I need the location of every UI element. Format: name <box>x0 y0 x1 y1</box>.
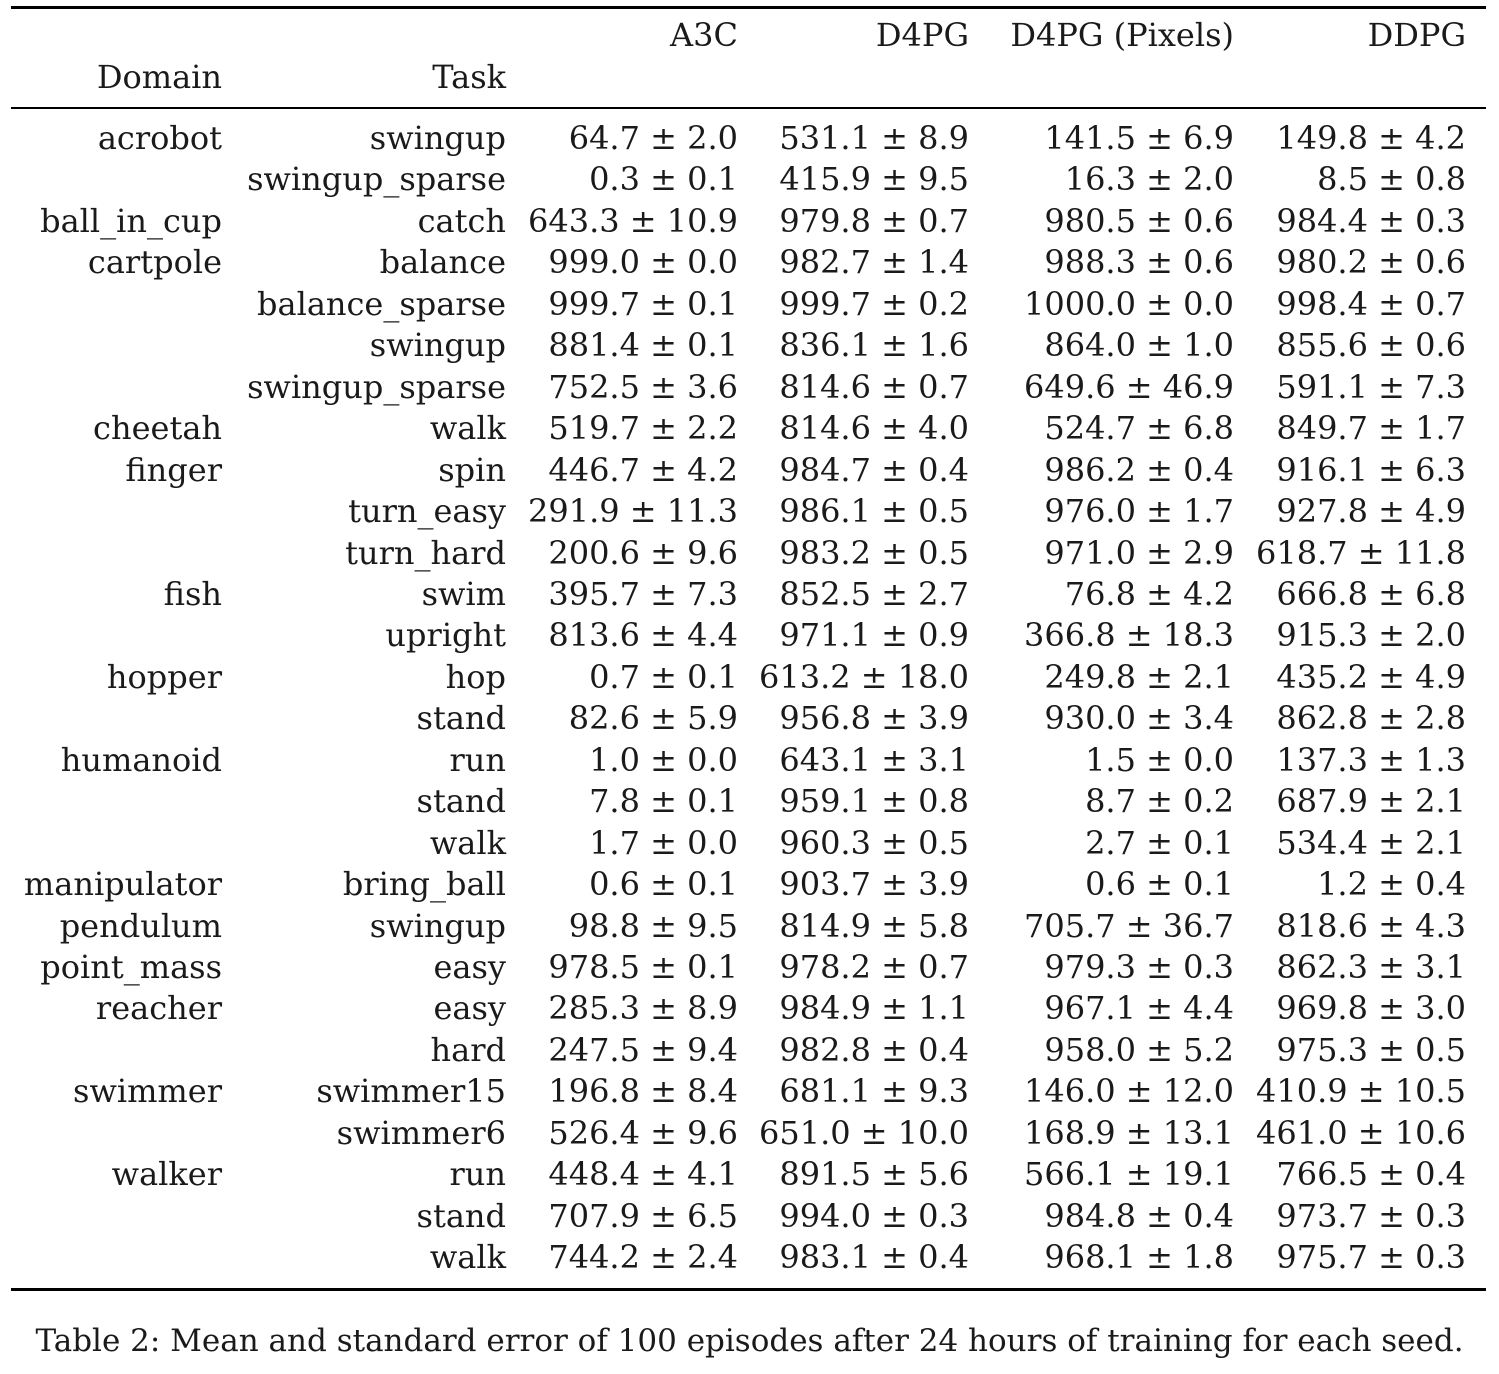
a3c-cell: 0.7 ± 0.1 <box>589 657 738 696</box>
domain-cell: point_mass <box>40 948 222 986</box>
table-row <box>0 324 1499 366</box>
d4pg-pixels-cell: 141.5 ± 6.9 <box>1044 119 1234 157</box>
domain-cell <box>0 697 222 739</box>
domain-cell <box>0 1195 222 1237</box>
domain-cell: finger <box>125 450 222 489</box>
table-row <box>0 822 1499 864</box>
d4pg-pixels-cell: 8.7 ± 0.2 <box>1085 782 1234 821</box>
table-row <box>0 1070 1499 1112</box>
table-row <box>0 780 1499 822</box>
table-row <box>0 905 1499 947</box>
table-row <box>0 1029 1499 1071</box>
task-cell: run <box>449 1155 506 1194</box>
d4pg-pixels-cell: 930.0 ± 3.4 <box>1044 699 1234 738</box>
task-cell: catch <box>417 201 506 240</box>
ddpg-cell: 862.3 ± 3.1 <box>1276 948 1466 986</box>
d4pg-cell: 852.5 ± 2.7 <box>779 574 969 613</box>
d4pg-cell: 982.8 ± 0.4 <box>779 1030 969 1069</box>
task-cell: swingup <box>369 906 506 945</box>
d4pg-cell: 979.8 ± 0.7 <box>779 201 969 240</box>
d4pg-pixels-cell: 168.9 ± 13.1 <box>1023 1113 1234 1152</box>
d4pg-cell: 984.9 ± 1.1 <box>779 989 969 1028</box>
header-task: Task <box>432 58 506 96</box>
header-d4pg: D4PG <box>875 16 969 54</box>
a3c-cell: 446.7 ± 4.2 <box>548 450 738 489</box>
d4pg-cell: 814.9 ± 5.8 <box>779 906 969 945</box>
d4pg-cell: 999.7 ± 0.2 <box>779 284 969 323</box>
domain-cell: fish <box>163 574 222 613</box>
a3c-cell: 999.7 ± 0.1 <box>548 284 738 323</box>
d4pg-cell: 415.9 ± 9.5 <box>779 160 969 199</box>
a3c-cell: 0.3 ± 0.1 <box>589 160 738 199</box>
a3c-cell: 98.8 ± 9.5 <box>568 906 738 945</box>
d4pg-cell: 983.1 ± 0.4 <box>779 1238 969 1277</box>
a3c-cell: 64.7 ± 2.0 <box>568 119 738 157</box>
a3c-cell: 395.7 ± 7.3 <box>548 574 738 613</box>
task-cell: swingup <box>369 326 506 365</box>
ddpg-cell: 984.4 ± 0.3 <box>1276 201 1466 240</box>
ddpg-cell: 862.8 ± 2.8 <box>1276 699 1466 738</box>
d4pg-cell: 982.7 ± 1.4 <box>779 243 969 282</box>
ddpg-cell: 849.7 ± 1.7 <box>1276 409 1466 448</box>
d4pg-pixels-cell: 967.1 ± 4.4 <box>1044 989 1234 1028</box>
a3c-cell: 752.5 ± 3.6 <box>548 367 738 406</box>
task-cell: turn_hard <box>345 533 506 572</box>
table-row <box>0 1112 1499 1154</box>
d4pg-pixels-cell: 2.7 ± 0.1 <box>1085 823 1234 862</box>
domain-cell <box>0 822 222 864</box>
bottom-rule <box>11 1288 1486 1291</box>
d4pg-cell: 978.2 ± 0.7 <box>779 948 969 986</box>
domain-cell <box>0 324 222 366</box>
top-rule <box>11 6 1486 9</box>
table-row <box>0 532 1499 574</box>
table-row <box>0 449 1499 491</box>
d4pg-pixels-cell: 986.2 ± 0.4 <box>1044 450 1234 489</box>
domain-cell: acrobot <box>97 119 222 157</box>
table-row <box>0 158 1499 200</box>
d4pg-cell: 814.6 ± 0.7 <box>779 367 969 406</box>
d4pg-pixels-cell: 76.8 ± 4.2 <box>1064 574 1234 613</box>
d4pg-pixels-cell: 968.1 ± 1.8 <box>1044 1238 1234 1277</box>
ddpg-cell: 818.6 ± 4.3 <box>1276 906 1466 945</box>
d4pg-pixels-cell: 980.5 ± 0.6 <box>1044 201 1234 240</box>
d4pg-pixels-cell: 366.8 ± 18.3 <box>1023 616 1234 655</box>
d4pg-pixels-cell: 988.3 ± 0.6 <box>1044 243 1234 282</box>
ddpg-cell: 1.2 ± 0.4 <box>1317 865 1466 904</box>
d4pg-cell: 836.1 ± 1.6 <box>779 326 969 365</box>
task-cell: upright <box>385 616 506 655</box>
ddpg-cell: 410.9 ± 10.5 <box>1255 1072 1466 1111</box>
ddpg-cell: 927.8 ± 4.9 <box>1276 492 1466 531</box>
d4pg-pixels-cell: 979.3 ± 0.3 <box>1044 948 1234 986</box>
a3c-cell: 978.5 ± 0.1 <box>548 948 738 986</box>
d4pg-pixels-cell: 958.0 ± 5.2 <box>1044 1030 1234 1069</box>
d4pg-cell: 681.1 ± 9.3 <box>779 1072 969 1111</box>
task-cell: walk <box>429 823 506 862</box>
domain-cell: walker <box>111 1155 222 1194</box>
d4pg-cell: 651.0 ± 10.0 <box>758 1113 969 1152</box>
a3c-cell: 448.4 ± 4.1 <box>548 1155 738 1194</box>
domain-cell <box>0 366 222 408</box>
d4pg-cell: 903.7 ± 3.9 <box>779 865 969 904</box>
domain-cell <box>0 283 222 325</box>
d4pg-cell: 960.3 ± 0.5 <box>779 823 969 862</box>
header-a3c: A3C <box>670 16 738 54</box>
d4pg-cell: 983.2 ± 0.5 <box>779 533 969 572</box>
domain-cell <box>0 1029 222 1071</box>
d4pg-cell: 994.0 ± 0.3 <box>779 1196 969 1235</box>
table-row <box>0 614 1499 656</box>
d4pg-pixels-cell: 864.0 ± 1.0 <box>1044 326 1234 365</box>
task-cell: stand <box>416 699 506 738</box>
task-cell: swimmer15 <box>316 1072 506 1111</box>
task-cell: easy <box>433 948 506 986</box>
a3c-cell: 999.0 ± 0.0 <box>548 243 738 282</box>
ddpg-cell: 998.4 ± 0.7 <box>1276 284 1466 323</box>
domain-cell <box>0 780 222 822</box>
header-domain: Domain <box>96 58 222 96</box>
ddpg-cell: 149.8 ± 4.2 <box>1276 119 1466 157</box>
ddpg-cell: 916.1 ± 6.3 <box>1276 450 1466 489</box>
a3c-cell: 247.5 ± 9.4 <box>548 1030 738 1069</box>
task-cell: walk <box>429 1238 506 1277</box>
domain-cell: cartpole <box>87 243 222 282</box>
domain-cell <box>0 1112 222 1154</box>
table-row <box>0 283 1499 325</box>
d4pg-pixels-cell: 146.0 ± 12.0 <box>1023 1072 1234 1111</box>
a3c-cell: 881.4 ± 0.1 <box>548 326 738 365</box>
ddpg-cell: 8.5 ± 0.8 <box>1317 160 1466 199</box>
domain-cell: pendulum <box>59 906 222 945</box>
d4pg-cell: 891.5 ± 5.6 <box>779 1155 969 1194</box>
d4pg-pixels-cell: 16.3 ± 2.0 <box>1064 160 1234 199</box>
task-cell: stand <box>416 1196 506 1235</box>
task-cell: swim <box>421 574 506 613</box>
task-cell: balance_sparse <box>257 284 506 323</box>
table-caption: Table 2: Mean and standard error of 100 episodes after 24 hours of training for each seed. <box>35 1323 1464 1359</box>
domain-cell: hopper <box>106 657 222 696</box>
table-row <box>0 739 1499 781</box>
domain-cell <box>0 1236 222 1278</box>
header-ddpg: DDPG <box>1367 16 1466 54</box>
task-cell: swingup_sparse <box>247 160 506 199</box>
d4pg-cell: 986.1 ± 0.5 <box>779 492 969 531</box>
a3c-cell: 1.7 ± 0.0 <box>589 823 738 862</box>
a3c-cell: 744.2 ± 2.4 <box>548 1238 738 1277</box>
ddpg-cell: 461.0 ± 10.6 <box>1255 1113 1466 1152</box>
domain-cell: ball_in_cup <box>40 201 222 240</box>
ddpg-cell: 969.8 ± 3.0 <box>1276 989 1466 1028</box>
task-cell: turn_easy <box>348 492 506 531</box>
d4pg-pixels-cell: 1000.0 ± 0.0 <box>1023 284 1234 323</box>
domain-cell: cheetah <box>93 409 222 448</box>
table-row <box>0 407 1499 449</box>
domain-cell <box>0 532 222 574</box>
d4pg-pixels-cell: 705.7 ± 36.7 <box>1023 906 1234 945</box>
task-cell: walk <box>429 409 506 448</box>
a3c-cell: 7.8 ± 0.1 <box>589 782 738 821</box>
d4pg-pixels-cell: 984.8 ± 0.4 <box>1044 1196 1234 1235</box>
task-cell: swingup_sparse <box>247 367 506 406</box>
header-row-methods <box>0 14 1499 56</box>
a3c-cell: 285.3 ± 8.9 <box>548 989 738 1028</box>
d4pg-cell: 984.7 ± 0.4 <box>779 450 969 489</box>
d4pg-cell: 956.8 ± 3.9 <box>779 699 969 738</box>
task-cell: run <box>449 740 506 779</box>
domain-cell: humanoid <box>60 740 222 779</box>
d4pg-cell: 814.6 ± 4.0 <box>779 409 969 448</box>
domain-cell <box>0 158 222 200</box>
ddpg-cell: 666.8 ± 6.8 <box>1276 574 1466 613</box>
header-row-labels <box>0 56 1499 98</box>
a3c-cell: 526.4 ± 9.6 <box>548 1113 738 1152</box>
d4pg-cell: 613.2 ± 18.0 <box>758 657 969 696</box>
d4pg-cell: 971.1 ± 0.9 <box>779 616 969 655</box>
a3c-cell: 643.3 ± 10.9 <box>527 201 738 240</box>
domain-cell: reacher <box>95 989 222 1028</box>
d4pg-pixels-cell: 524.7 ± 6.8 <box>1044 409 1234 448</box>
d4pg-pixels-cell: 0.6 ± 0.1 <box>1085 865 1234 904</box>
d4pg-pixels-cell: 566.1 ± 19.1 <box>1023 1155 1234 1194</box>
d4pg-cell: 643.1 ± 3.1 <box>779 740 969 779</box>
task-cell: stand <box>416 782 506 821</box>
ddpg-cell: 975.7 ± 0.3 <box>1276 1238 1466 1277</box>
ddpg-cell: 618.7 ± 11.8 <box>1255 533 1466 572</box>
task-cell: swimmer6 <box>336 1113 506 1152</box>
ddpg-cell: 975.3 ± 0.5 <box>1276 1030 1466 1069</box>
table-row <box>0 656 1499 698</box>
domain-cell: manipulator <box>23 865 222 904</box>
a3c-cell: 1.0 ± 0.0 <box>589 740 738 779</box>
ddpg-cell: 591.1 ± 7.3 <box>1276 367 1466 406</box>
a3c-cell: 0.6 ± 0.1 <box>589 865 738 904</box>
ddpg-cell: 766.5 ± 0.4 <box>1276 1155 1466 1194</box>
ddpg-cell: 980.2 ± 0.6 <box>1276 243 1466 282</box>
task-cell: hard <box>430 1030 506 1069</box>
ddpg-cell: 973.7 ± 0.3 <box>1276 1196 1466 1235</box>
task-cell: easy <box>433 989 506 1028</box>
header-d4pg-pixels: D4PG (Pixels) <box>1010 16 1234 54</box>
d4pg-pixels-cell: 249.8 ± 2.1 <box>1044 657 1234 696</box>
ddpg-cell: 534.4 ± 2.1 <box>1276 823 1466 862</box>
table-row <box>0 1195 1499 1237</box>
task-cell: balance <box>379 243 506 282</box>
table-row <box>0 863 1499 905</box>
table-row <box>0 117 1499 159</box>
a3c-cell: 196.8 ± 8.4 <box>548 1072 738 1111</box>
d4pg-pixels-cell: 976.0 ± 1.7 <box>1044 492 1234 531</box>
a3c-cell: 291.9 ± 11.3 <box>527 492 738 531</box>
table-row <box>0 1236 1499 1278</box>
task-cell: spin <box>438 450 506 489</box>
a3c-cell: 82.6 ± 5.9 <box>568 699 738 738</box>
table-row <box>0 987 1499 1029</box>
ddpg-cell: 855.6 ± 0.6 <box>1276 326 1466 365</box>
table-row <box>0 1153 1499 1195</box>
a3c-cell: 707.9 ± 6.5 <box>548 1196 738 1235</box>
ddpg-cell: 137.3 ± 1.3 <box>1276 740 1466 779</box>
domain-cell <box>0 490 222 532</box>
table-row <box>0 697 1499 739</box>
task-cell: hop <box>445 657 506 696</box>
d4pg-pixels-cell: 971.0 ± 2.9 <box>1044 533 1234 572</box>
task-cell: swingup <box>369 119 506 157</box>
d4pg-pixels-cell: 1.5 ± 0.0 <box>1085 740 1234 779</box>
d4pg-cell: 959.1 ± 0.8 <box>779 782 969 821</box>
domain-cell: swimmer <box>73 1072 222 1111</box>
ddpg-cell: 915.3 ± 2.0 <box>1276 616 1466 655</box>
table-row <box>0 241 1499 283</box>
d4pg-cell: 531.1 ± 8.9 <box>779 119 969 157</box>
ddpg-cell: 687.9 ± 2.1 <box>1276 782 1466 821</box>
a3c-cell: 519.7 ± 2.2 <box>548 409 738 448</box>
header-rule <box>11 107 1486 109</box>
d4pg-pixels-cell: 649.6 ± 46.9 <box>1023 367 1234 406</box>
a3c-cell: 200.6 ± 9.6 <box>548 533 738 572</box>
a3c-cell: 813.6 ± 4.4 <box>548 616 738 655</box>
table-row <box>0 366 1499 408</box>
domain-cell <box>0 614 222 656</box>
table-row <box>0 490 1499 532</box>
task-cell: bring_ball <box>342 865 506 904</box>
ddpg-cell: 435.2 ± 4.9 <box>1276 657 1466 696</box>
table-row <box>0 573 1499 615</box>
table-row <box>0 946 1499 988</box>
table-row <box>0 200 1499 242</box>
